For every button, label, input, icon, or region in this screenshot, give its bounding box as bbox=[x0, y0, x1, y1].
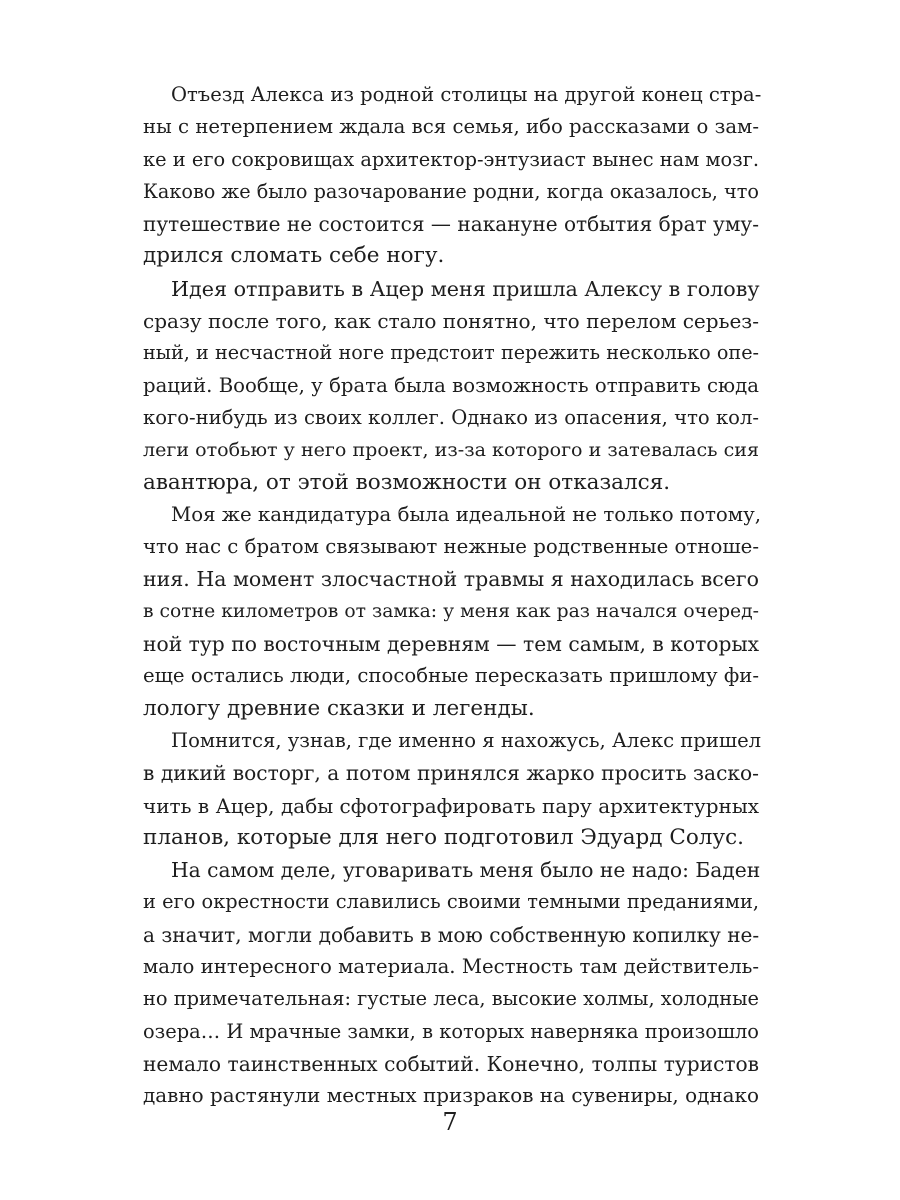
body-text bbox=[143, 79, 762, 1113]
text-line: дрился сломать себе ногу. bbox=[143, 243, 445, 269]
text-line: леги отобьют у него проект, из-за которого и затевалась сия bbox=[143, 439, 759, 462]
page-number: 7 bbox=[442, 1108, 458, 1136]
text-line: раций. Вообще, у брата была возможность отправить сюда bbox=[143, 373, 759, 397]
text-line: На самом деле, уговаривать меня было не надо: Баден bbox=[171, 858, 761, 883]
paragraph bbox=[143, 854, 759, 1112]
text-line: путешествие не состоится — накануне отбытия брат уму- bbox=[143, 212, 759, 237]
text-line: мало интересного материала. Местность там действитель- bbox=[143, 955, 759, 979]
text-line: сразу после того, как стало понятно, что перелом серьез- bbox=[143, 309, 759, 334]
paragraph bbox=[143, 79, 762, 273]
text-line: еще остались люди, способные пересказать пришлому фи- bbox=[143, 664, 759, 688]
text-line: чить в Ацер, дабы сфотографировать пару архитектурных bbox=[143, 793, 759, 818]
text-line: ния. На момент злосчастной травмы я находилась всего bbox=[143, 567, 759, 592]
text-line: кого-нибудь из своих коллег. Однако из опасения, что кол- bbox=[143, 405, 759, 429]
text-line: ны с нетерпением ждала вся семья, ибо рассказами о зам- bbox=[143, 115, 759, 139]
text-line: но примечательная: густые леса, высокие холмы, холодные bbox=[143, 987, 759, 1011]
text-line: и его окрестности славились своими темными преданиями, bbox=[143, 890, 759, 914]
text-line: что нас с братом связывают нежные родственные отноше- bbox=[143, 535, 759, 559]
paragraph bbox=[143, 499, 759, 725]
text-line: ной тур по восточным деревням — тем самым, в которых bbox=[143, 632, 759, 657]
text-line: в сотне километров от замка: у меня как раз начался очеред- bbox=[143, 600, 759, 622]
text-line: в дикий восторг, а потом принялся жарко просить заско- bbox=[143, 761, 759, 786]
text-line: Отъезд Алекса из родной столицы на другой конец стра- bbox=[171, 83, 762, 106]
text-line: Помнится, узнав, где именно я нахожусь, Алекс пришел bbox=[171, 728, 762, 752]
text-line: планов, которые для него подготовил Эдуард Солус. bbox=[143, 824, 744, 850]
text-line: Идея отправить в Ацер меня пришла Алексу в голову bbox=[171, 276, 760, 301]
text-line: авантюра, от этой возможности он отказался. bbox=[143, 469, 671, 495]
text-line: давно растянули местных призраков на сувениры, однако bbox=[143, 1084, 759, 1108]
text-line: озера… И мрачные замки, в которых наверняка произошло bbox=[143, 1019, 759, 1043]
text-line: Каково же было разочарование родни, когда оказалось, что bbox=[143, 179, 759, 203]
paragraph bbox=[143, 273, 759, 499]
text-line: немало таинственных событий. Конечно, толпы туристов bbox=[143, 1051, 759, 1076]
paragraph bbox=[143, 725, 762, 854]
text-line: Моя же кандидатура была идеальной не только потому, bbox=[171, 502, 761, 526]
text-line: ный, и несчастной ноге предстоит пережить несколько опе- bbox=[143, 341, 759, 365]
text-line: ке и его сокровищах архитектор-энтузиаст вынес нам мозг. bbox=[143, 147, 759, 171]
text-line: а значит, могли добавить в мою собственную копилку не- bbox=[143, 922, 760, 947]
text-line: лологу древние сказки и легенды. bbox=[143, 695, 535, 721]
